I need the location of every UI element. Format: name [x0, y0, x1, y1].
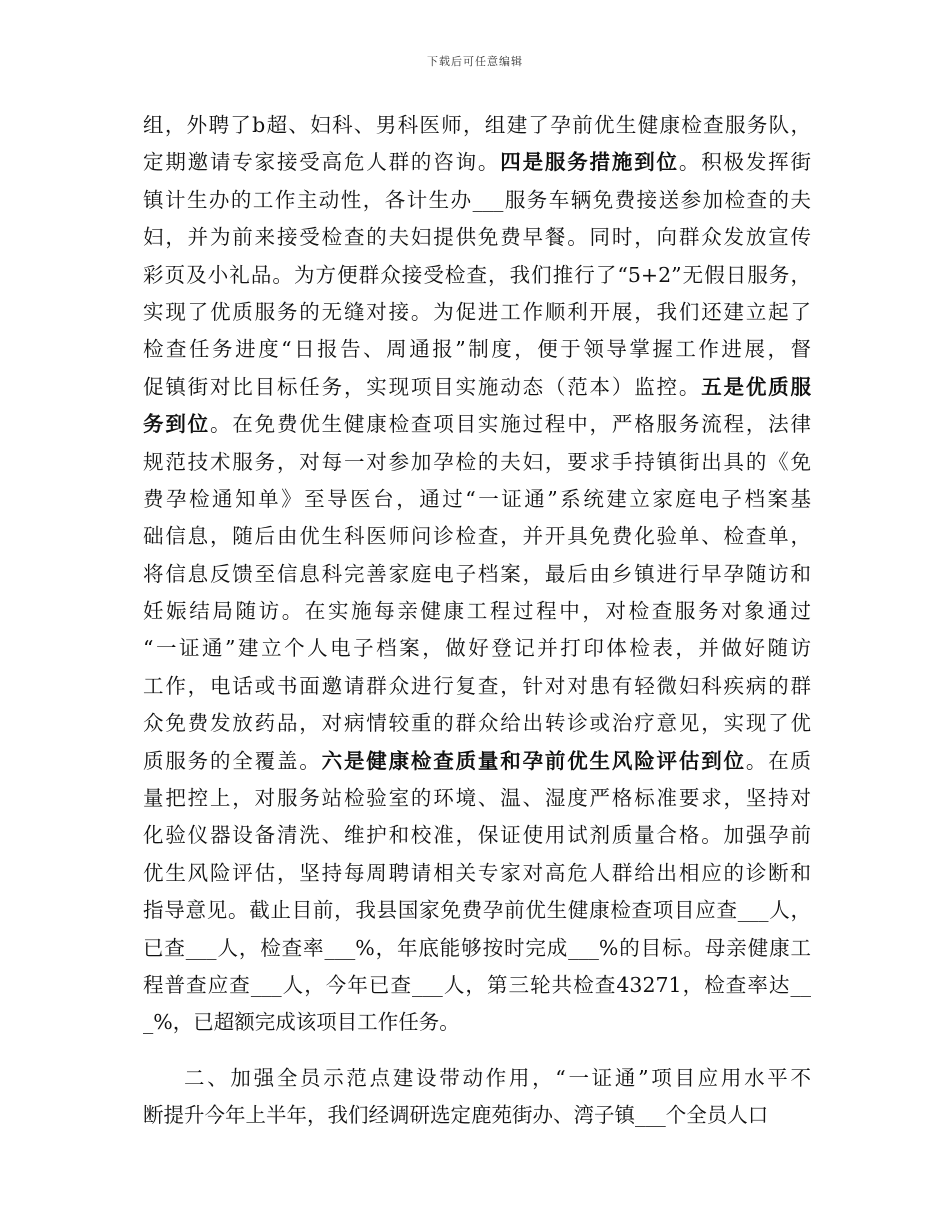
- text-segment: 程普查应查___人，今年已查___人，第三轮共检查43271，检查率达__: [143, 972, 811, 997]
- text-segment: 。在质: [745, 748, 811, 773]
- text-line: [143, 593, 811, 630]
- text-line: [143, 668, 811, 705]
- text-line: [143, 219, 811, 256]
- text-line: [143, 967, 811, 1004]
- text-line: [143, 1060, 811, 1097]
- text-segment: 镇计生办的工作主动性，各计生办___服务车辆免费接送参加检查的夫: [143, 187, 811, 212]
- document-body: [143, 107, 811, 1135]
- text-segment: 化验仪器设备清洗、维护和校准，保证使用试剂质量合格。加强孕前: [143, 823, 811, 848]
- text-segment: 众免费发放药品，对病情较重的群众给出转诊或治疗意见，实现了优: [143, 711, 811, 736]
- text-line: [143, 444, 811, 481]
- text-segment: 妊娠结局随访。在实施每亲健康工程过程中，对检查服务对象通过: [143, 599, 811, 624]
- text-line: [143, 406, 811, 443]
- text-segment: 工作，电话或书面邀请群众进行复查，针对对患有轻微妇科疾病的群: [143, 673, 811, 698]
- bold-heading-text: 务到位: [143, 412, 210, 437]
- text-line: [143, 930, 811, 967]
- text-segment: 二、加强全员示范点建设带动作用，“一证通”项目应用水平不: [184, 1065, 811, 1090]
- text-segment: 。在免费优生健康检查项目实施过程中，严格服务流程，法律: [209, 412, 811, 437]
- bold-heading-text: 四是服务措施到位: [500, 150, 679, 175]
- text-segment: 妇，并为前来接受检查的夫妇提供免费早餐。同时，向群众发放宣传: [143, 225, 811, 250]
- paragraph-gap: [143, 1042, 811, 1060]
- bold-heading-text: 六是健康检查质量和孕前优生风险评估到位: [321, 748, 746, 773]
- text-segment: 断提升今年上半年，我们经调研选定鹿苑街办、湾子镇___个全员人口: [143, 1103, 769, 1128]
- text-line: [143, 182, 811, 219]
- page-header: 下载后可任意编辑: [427, 55, 523, 68]
- text-line: [143, 705, 811, 742]
- text-line: [143, 257, 811, 294]
- text-segment: 质服务的全覆盖。: [143, 748, 322, 773]
- text-line: [143, 144, 811, 181]
- text-segment: 组，外聘了b超、妇科、男科医师，组建了孕前优生健康检查服务队，: [143, 113, 811, 137]
- text-segment: 础信息，随后由优生科医师问诊检查，并开具免费化验单、检查单，: [143, 524, 811, 549]
- text-segment: 量把控上，对服务站检验室的环境、温、湿度严格标准要求，坚持对: [143, 786, 811, 811]
- text-segment: _%，已超额完成该项目工作任务。: [143, 1010, 460, 1035]
- text-line: [143, 294, 811, 331]
- text-line: [143, 331, 811, 368]
- text-line: [143, 630, 811, 667]
- text-segment: 优生风险评估，坚持每周聘请相关专家对高危人群给出相应的诊断和: [143, 860, 811, 885]
- text-segment: 检查任务进度“日报告、周通报”制度，便于领导掌握工作进展，督: [143, 337, 811, 362]
- text-segment: 将信息反馈至信息科完善家庭电子档案，最后由乡镇进行早孕随访和: [143, 561, 811, 586]
- text-segment: 已查___人，检查率___%，年底能够按时完成___%的目标。母亲健康工: [143, 935, 811, 960]
- text-line: [143, 481, 811, 518]
- text-segment: 彩页及小礼品。为方便群众接受检查，我们推行了“5+2”无假日服务，: [143, 262, 811, 287]
- text-line: [143, 107, 811, 144]
- text-segment: 定期邀请专家接受高危人群的咨询。: [143, 150, 501, 175]
- paragraph-1: [143, 107, 811, 1042]
- text-line: [143, 1097, 811, 1134]
- text-segment: 促镇街对比目标任务，实现项目实施动态（范本）监控。: [143, 374, 702, 399]
- bold-heading-text: 五是优质服: [701, 374, 811, 399]
- text-line: [143, 1004, 811, 1041]
- text-segment: 费孕检通知单》至导医台，通过“一证通”系统建立家庭电子档案基: [143, 486, 811, 511]
- text-segment: “一证通”建立个人电子档案，做好登记并打印体检表，并做好随访: [143, 636, 811, 661]
- text-segment: 规范技术服务，对每一对参加孕检的夫妇，要求手持镇街出具的《免: [143, 449, 811, 474]
- text-line: [143, 855, 811, 892]
- text-segment: 指导意见。截止目前，我县国家免费孕前优生健康检查项目应查___人，: [143, 898, 811, 923]
- text-line: [143, 369, 811, 406]
- text-line: [143, 780, 811, 817]
- text-line: [143, 892, 811, 929]
- text-segment: 实现了优质服务的无缝对接。为促进工作顺利开展，我们还建立起了: [143, 299, 811, 324]
- text-line: [143, 518, 811, 555]
- text-line: [143, 743, 811, 780]
- text-line: [143, 556, 811, 593]
- text-segment: 。积极发挥街: [678, 150, 811, 175]
- text-line: [143, 817, 811, 854]
- paragraph-2: [143, 1060, 811, 1135]
